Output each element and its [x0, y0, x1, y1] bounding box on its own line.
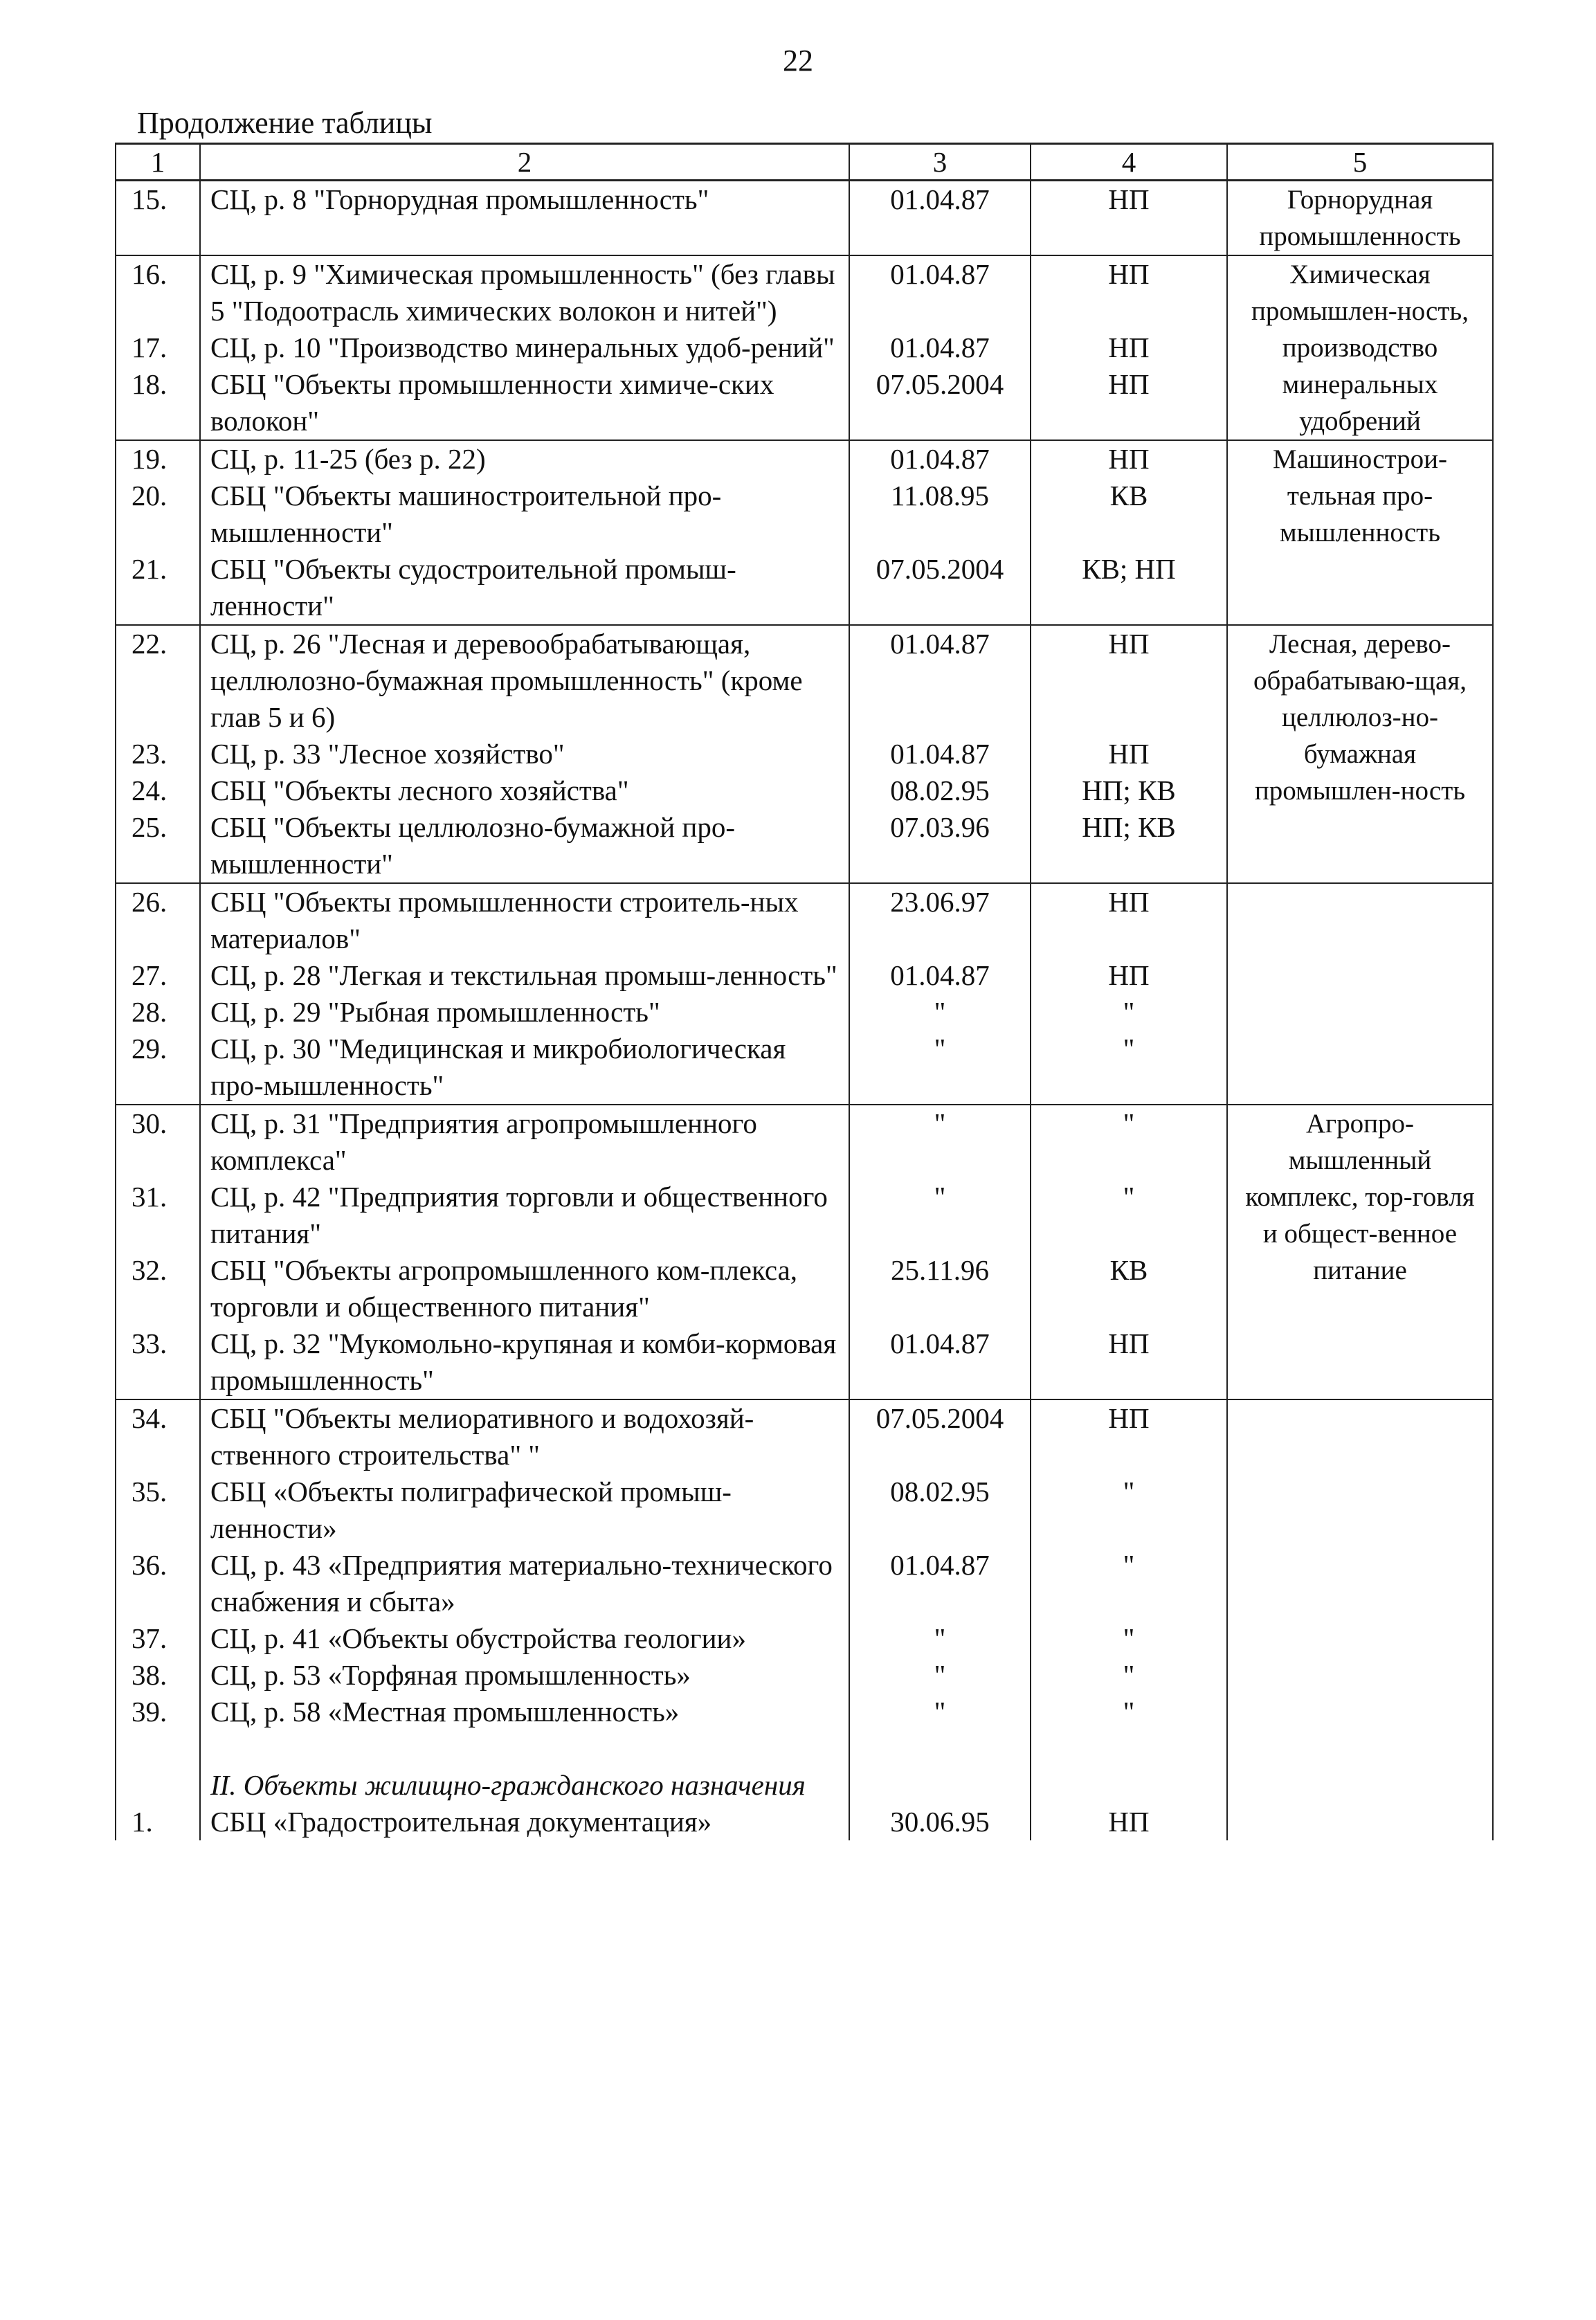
normative-name: СБЦ "Объекты целлюлозно-бумажной про-мышленности" [200, 809, 849, 883]
normative-name: СБЦ "Объекты машиностроительной про-мышленности" [200, 478, 849, 551]
table-row [116, 883, 1493, 957]
normative-type: НП [1031, 957, 1227, 994]
normative-type: " [1031, 1657, 1227, 1694]
normative-type: " [1031, 1105, 1227, 1179]
empty-cell [849, 1730, 1031, 1767]
effective-date: 01.04.87 [849, 181, 1031, 256]
header-row [116, 144, 1493, 181]
normative-type: НП; КВ [1031, 772, 1227, 809]
normative-name: СБЦ "Объекты судостроительной промыш-ленности" [200, 551, 849, 625]
row-number: 38. [116, 1657, 200, 1694]
normative-type: " [1031, 1474, 1227, 1547]
normative-type: КВ [1031, 478, 1227, 551]
effective-date: " [849, 1179, 1031, 1252]
industry-category: Лесная, дерево-обрабатываю-щая, целлюлоз-но-бумажная промышлен-ность [1227, 625, 1493, 883]
row-number: 37. [116, 1620, 200, 1657]
industry-category: Агропро-мышленный комплекс, тор-говля и общест-венное питание [1227, 1105, 1493, 1399]
row-number: 16. [116, 255, 200, 329]
row-number: 23. [116, 736, 200, 772]
normative-name: СЦ, р. 42 "Предприятия торговли и общественного питания" [200, 1179, 849, 1252]
normative-type: КВ; НП [1031, 551, 1227, 625]
normative-name: СЦ, р. 29 "Рыбная промышленность" [200, 994, 849, 1031]
normative-name: СБЦ «Объекты полиграфической промыш-ленности» [200, 1474, 849, 1547]
row-number: 31. [116, 1179, 200, 1252]
row-number: 21. [116, 551, 200, 625]
normative-type: НП [1031, 883, 1227, 957]
effective-date: 01.04.87 [849, 1325, 1031, 1399]
effective-date: 07.05.2004 [849, 551, 1031, 625]
normative-name: СЦ, р. 41 «Объекты обустройства геологии» [200, 1620, 849, 1657]
table-row [116, 1105, 1493, 1179]
industry-category: Горнорудная промышленность [1227, 181, 1493, 256]
effective-date: 01.04.87 [849, 1547, 1031, 1620]
empty-cell [200, 1730, 849, 1767]
empty-cell [1031, 1730, 1227, 1767]
row-number: 19. [116, 440, 200, 478]
section-heading: II. Объекты жилищно-гражданского назначения [200, 1767, 849, 1804]
normative-type: НП [1031, 1804, 1227, 1840]
row-number: 30. [116, 1105, 200, 1179]
row-number: 26. [116, 883, 200, 957]
normative-type: НП; КВ [1031, 809, 1227, 883]
normative-type: НП [1031, 329, 1227, 366]
empty-cell [1031, 1767, 1227, 1804]
normative-name: СБЦ "Объекты промышленности химиче-ских волокон" [200, 366, 849, 440]
normative-name: СЦ, р. 33 "Лесное хозяйство" [200, 736, 849, 772]
normative-type: НП [1031, 1399, 1227, 1474]
industry-category: Химическая промышлен-ность, производство минеральных удобрений [1227, 255, 1493, 440]
normative-type: НП [1031, 1325, 1227, 1399]
effective-date: 01.04.87 [849, 329, 1031, 366]
normative-name: СЦ, р. 32 "Мукомольно-крупяная и комби-кормовая промышленность" [200, 1325, 849, 1399]
normative-name: СБЦ "Объекты лесного хозяйства" [200, 772, 849, 809]
table-row [116, 1399, 1493, 1474]
effective-date: 25.11.96 [849, 1252, 1031, 1325]
row-number: 34. [116, 1399, 200, 1474]
header-cell: 1 [116, 144, 200, 181]
empty-cell [116, 1767, 200, 1804]
row-number: 22. [116, 625, 200, 736]
effective-date: 01.04.87 [849, 625, 1031, 736]
row-number: 17. [116, 329, 200, 366]
row-number: 35. [116, 1474, 200, 1547]
row-number: 36. [116, 1547, 200, 1620]
normative-name: СБЦ "Объекты промышленности строитель-ных материалов" [200, 883, 849, 957]
effective-date: 07.05.2004 [849, 366, 1031, 440]
header-cell: 4 [1031, 144, 1227, 181]
normative-type: НП [1031, 625, 1227, 736]
effective-date: " [849, 1694, 1031, 1730]
row-number: 33. [116, 1325, 200, 1399]
effective-date: " [849, 994, 1031, 1031]
empty-cell [116, 1730, 200, 1767]
row-number: 1. [116, 1804, 200, 1840]
effective-date: 23.06.97 [849, 883, 1031, 957]
row-number: 32. [116, 1252, 200, 1325]
row-number: 18. [116, 366, 200, 440]
effective-date: 01.04.87 [849, 736, 1031, 772]
effective-date: " [849, 1031, 1031, 1105]
normative-type: НП [1031, 366, 1227, 440]
row-number: 15. [116, 181, 200, 256]
normative-type: " [1031, 1620, 1227, 1657]
normative-name: СЦ, р. 8 "Горнорудная промышленность" [200, 181, 849, 256]
industry-category [1227, 883, 1493, 1105]
table-row [116, 181, 1493, 256]
normative-type: НП [1031, 255, 1227, 329]
industry-category [1227, 1399, 1493, 1840]
row-number: 29. [116, 1031, 200, 1105]
header-cell: 5 [1227, 144, 1493, 181]
normative-type: НП [1031, 736, 1227, 772]
normative-name: СЦ, р. 43 «Предприятия материально-технического снабжения и сбыта» [200, 1547, 849, 1620]
effective-date: " [849, 1105, 1031, 1179]
effective-date: " [849, 1657, 1031, 1694]
row-number: 25. [116, 809, 200, 883]
normative-name: СЦ, р. 10 "Производство минеральных удоб-рений" [200, 329, 849, 366]
normative-type: " [1031, 994, 1227, 1031]
normative-name: СЦ, р. 28 "Легкая и текстильная промыш-ленность" [200, 957, 849, 994]
header-cell: 3 [849, 144, 1031, 181]
effective-date: 01.04.87 [849, 957, 1031, 994]
row-number: 28. [116, 994, 200, 1031]
page-number: 22 [783, 44, 813, 78]
effective-date: 11.08.95 [849, 478, 1031, 551]
effective-date: 01.04.87 [849, 255, 1031, 329]
normative-name: СБЦ «Градостроительная документация» [200, 1804, 849, 1840]
effective-date: 01.04.87 [849, 440, 1031, 478]
effective-date: 07.03.96 [849, 809, 1031, 883]
row-number: 39. [116, 1694, 200, 1730]
normative-type: " [1031, 1031, 1227, 1105]
effective-date: 08.02.95 [849, 772, 1031, 809]
normative-type: " [1031, 1694, 1227, 1730]
effective-date: 30.06.95 [849, 1804, 1031, 1840]
normative-name: СЦ, р. 53 «Торфяная промышленность» [200, 1657, 849, 1694]
effective-date: 07.05.2004 [849, 1399, 1031, 1474]
row-number: 24. [116, 772, 200, 809]
header-cell: 2 [200, 144, 849, 181]
normative-type: НП [1031, 181, 1227, 256]
effective-date: 08.02.95 [849, 1474, 1031, 1547]
normative-name: СЦ, р. 26 "Лесная и деревообрабатывающая, целлюлозно-бумажная промышленность" (кроме глав 5 и 6) [200, 625, 849, 736]
normative-type: НП [1031, 440, 1227, 478]
normative-type: " [1031, 1179, 1227, 1252]
normative-name: СЦ, р. 58 «Местная промышленность» [200, 1694, 849, 1730]
table-row [116, 625, 1493, 736]
normative-name: СЦ, р. 30 "Медицинская и микробиологическая про-мышленность" [200, 1031, 849, 1105]
industry-category: Машинострои-тельная про-мышленность [1227, 440, 1493, 625]
table-row [116, 440, 1493, 478]
normative-name: СЦ, р. 31 "Предприятия агропромышленного комплекса" [200, 1105, 849, 1179]
table-row [116, 255, 1493, 329]
normative-name: СБЦ "Объекты мелиоративного и водохозяй-ственного строительства" " [200, 1399, 849, 1474]
row-number: 20. [116, 478, 200, 551]
row-number: 27. [116, 957, 200, 994]
empty-cell [849, 1767, 1031, 1804]
normative-type: " [1031, 1547, 1227, 1620]
table-body [116, 144, 1493, 1841]
normative-name: СЦ, р. 11-25 (без р. 22) [200, 440, 849, 478]
normative-type: КВ [1031, 1252, 1227, 1325]
normative-name: СБЦ "Объекты агропромышленного ком-плекса, торговли и общественного питания" [200, 1252, 849, 1325]
normatives-table [115, 143, 1494, 1840]
effective-date: " [849, 1620, 1031, 1657]
table-caption: Продолжение таблицы [137, 106, 433, 140]
normative-name: СЦ, р. 9 "Химическая промышленность" (без главы 5 "Подоотрасль химических волокон и нитей") [200, 255, 849, 329]
